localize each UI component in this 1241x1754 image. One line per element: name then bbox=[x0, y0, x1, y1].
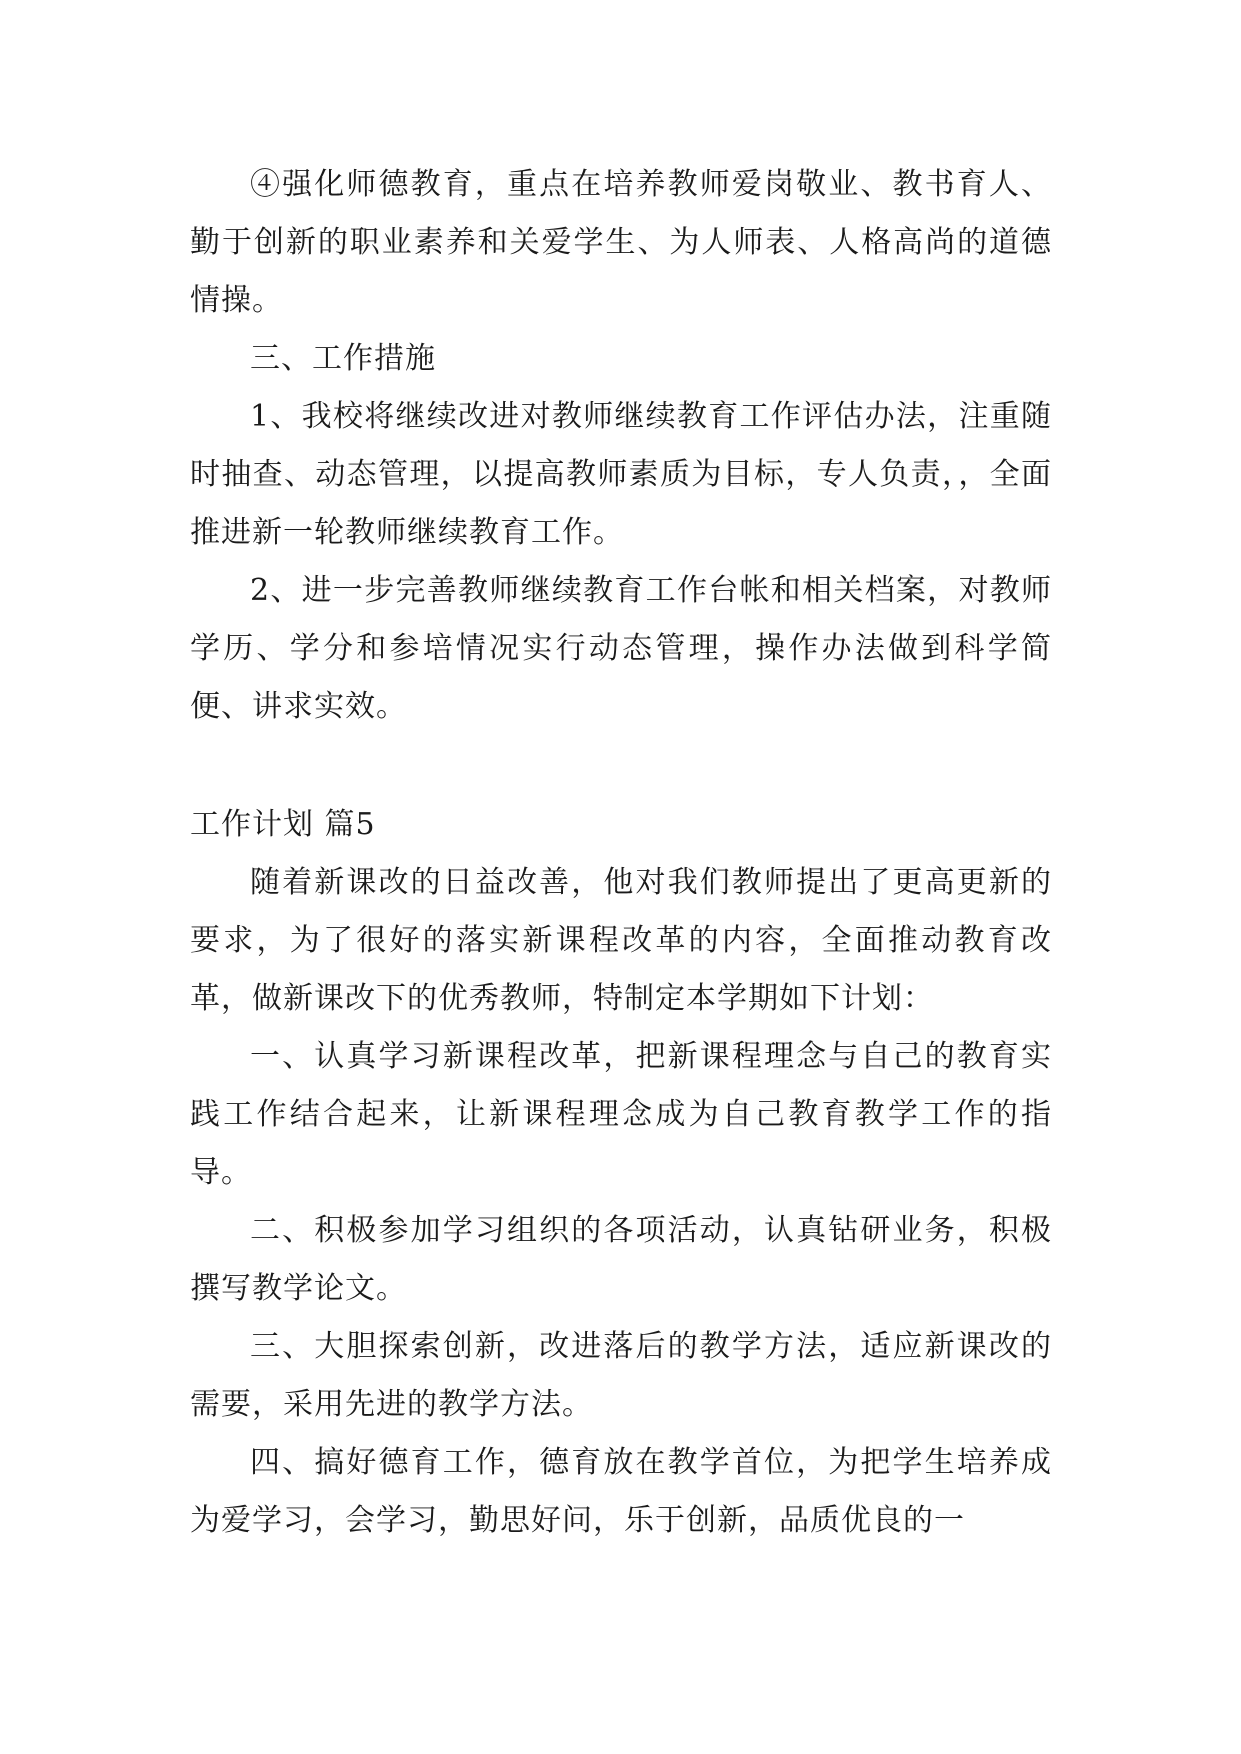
section-title: 工作计划 篇5 bbox=[190, 807, 376, 842]
paragraph-measure-2: 2、进一步完善教师继续教育工作台帐和相关档案，对教师学历、学分和参培情况实行动态管理，操作办法做到科学简便、讲求实效。 bbox=[190, 573, 1052, 724]
paragraph-plan-4: 四、搞好德育工作，德育放在教学首位，为把学生培养成为爱学习，会学习，勤思好问，乐于创新，品质优良的一 bbox=[190, 1445, 1052, 1538]
paragraph-plan-3: 三、大胆探索创新，改进落后的教学方法，适应新课改的需要，采用先进的教学方法。 bbox=[190, 1329, 1052, 1422]
paragraph-teacher-ethics: ④强化师德教育，重点在培养教师爱岗敬业、教书育人、勤于创新的职业素养和关爱学生、为人师表、人格高尚的道德情操。 bbox=[190, 167, 1052, 318]
heading-work-measures: 三、工作措施 bbox=[250, 341, 436, 376]
paragraph-intro: 随着新课改的日益改善，他对我们教师提出了更高更新的要求，为了很好的落实新课程改革的内容，全面推动教育改革，做新课改下的优秀教师，特制定本学期如下计划： bbox=[190, 865, 1052, 1016]
document-body bbox=[190, 156, 1052, 1550]
paragraph-plan-2: 二、积极参加学习组织的各项活动，认真钻研业务，积极撰写教学论文。 bbox=[190, 1213, 1052, 1306]
paragraph-measure-1: 1、我校将继续改进对教师继续教育工作评估办法，注重随时抽查、动态管理，以提高教师素质为目标，专人负责，，全面推进新一轮教师继续教育工作。 bbox=[190, 399, 1052, 550]
section-spacer bbox=[190, 736, 1052, 796]
paragraph-plan-1: 一、认真学习新课程改革，把新课程理念与自己的教育实践工作结合起来，让新课程理念成为自己教育教学工作的指导。 bbox=[190, 1039, 1052, 1190]
